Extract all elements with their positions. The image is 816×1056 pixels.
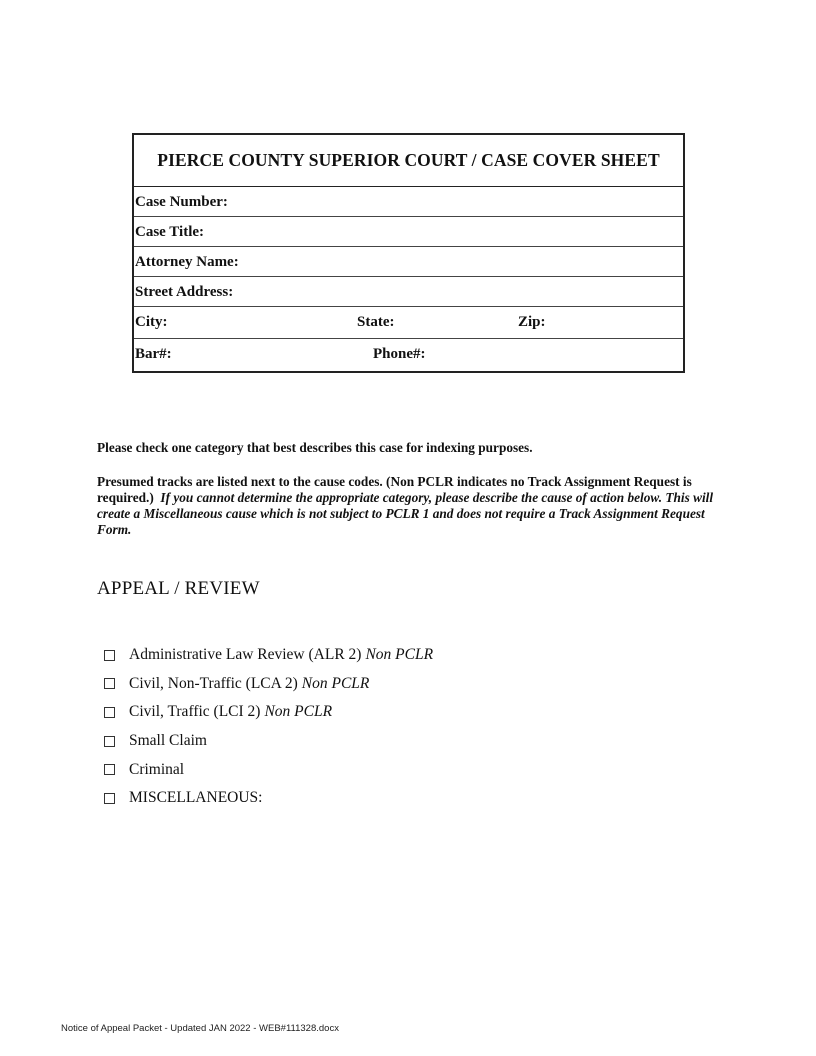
- instruction-bold-text: Presumed tracks are listed next to the cause codes. (Non PCLR indicates no Track Assignment Request is required.): [97, 474, 692, 505]
- street-address-label: Street Address:: [135, 284, 234, 300]
- checkbox[interactable]: [104, 764, 115, 775]
- bar-phone-row[interactable]: [134, 339, 683, 371]
- page-footer: Notice of Appeal Packet - Updated JAN 2022 - WEB#111328.docx: [61, 1023, 339, 1034]
- checkbox[interactable]: [104, 650, 115, 661]
- zip-label: Zip:: [518, 314, 546, 330]
- option-label: Civil, Traffic (LCI 2): [129, 703, 261, 721]
- checkbox[interactable]: [104, 678, 115, 689]
- option-note: Non PCLR: [264, 703, 333, 721]
- option-civil-non-traffic[interactable]: [104, 670, 433, 699]
- option-civil-traffic[interactable]: [104, 698, 433, 727]
- case-number-row[interactable]: [134, 187, 683, 217]
- case-title-label: Case Title:: [135, 224, 205, 240]
- option-label: Administrative Law Review (ALR 2): [129, 646, 362, 664]
- city-label: City:: [135, 314, 168, 330]
- option-label: Small Claim: [129, 732, 207, 750]
- phone-label: Phone#:: [373, 346, 426, 362]
- instruction-line: Please check one category that best describes this case for indexing purposes.: [97, 440, 533, 455]
- state-label: State:: [357, 314, 395, 330]
- option-label: MISCELLANEOUS:: [129, 789, 263, 807]
- attorney-name-label: Attorney Name:: [135, 254, 239, 270]
- option-miscellaneous[interactable]: [104, 784, 433, 813]
- case-title-row[interactable]: [134, 217, 683, 247]
- checkbox[interactable]: [104, 793, 115, 804]
- option-criminal[interactable]: [104, 755, 433, 784]
- street-address-row[interactable]: [134, 277, 683, 307]
- instruction-paragraph: [97, 474, 737, 538]
- option-small-claim[interactable]: [104, 727, 433, 756]
- bar-label: Bar#:: [135, 346, 172, 362]
- category-options: [104, 641, 433, 813]
- instruction-italic-text: If you cannot determine the appropriate category, please describe the cause of action below. This will create a Miscellaneous cause which is not subject to PCLR 1 and does not require a Track Assignment Request Form.: [97, 490, 714, 537]
- city-state-zip-row[interactable]: [134, 307, 683, 339]
- option-administrative-law-review[interactable]: [104, 641, 433, 670]
- checkbox[interactable]: [104, 736, 115, 747]
- attorney-name-row[interactable]: [134, 247, 683, 277]
- option-note: Non PCLR: [365, 646, 434, 664]
- option-label: Civil, Non-Traffic (LCA 2): [129, 674, 298, 692]
- cover-sheet-title: PIERCE COUNTY SUPERIOR COURT / CASE COVER SHEET: [134, 135, 683, 187]
- case-number-label: Case Number:: [135, 194, 228, 210]
- option-note: Non PCLR: [301, 674, 370, 692]
- section-title: APPEAL / REVIEW: [97, 578, 260, 599]
- case-cover-sheet: [132, 133, 685, 373]
- checkbox[interactable]: [104, 707, 115, 718]
- option-label: Criminal: [129, 760, 185, 778]
